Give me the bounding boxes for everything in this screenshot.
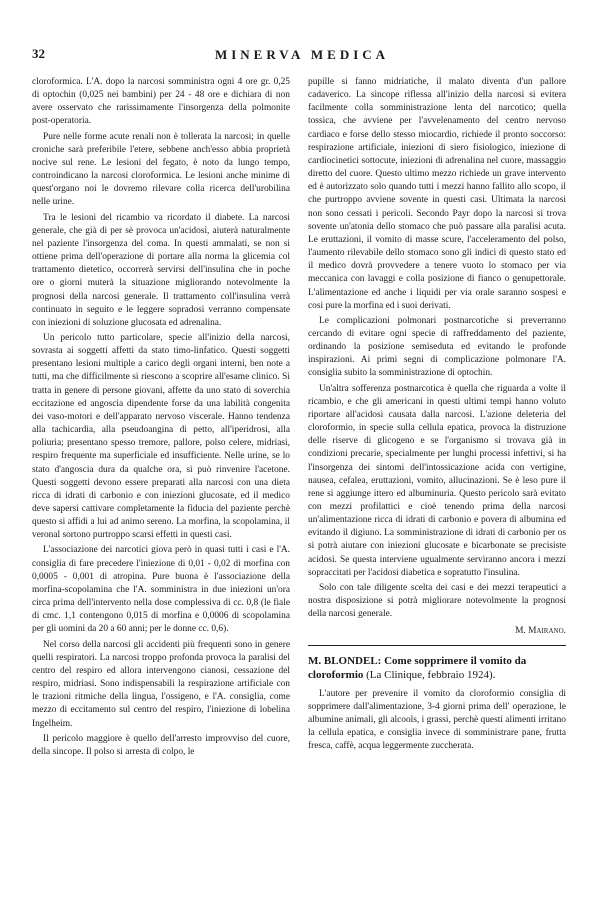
- paragraph: Il pericolo maggiore è quello dell'arresto improvviso del cuore, della sincope. Il polso si arresta di colpo, le: [32, 733, 290, 757]
- paragraph: Solo con tale diligente scelta dei casi e dei mezzi terapeutici a nostra disposizione si potrà migliorare notevolmente la prognosi della narcosi generale.: [308, 582, 566, 620]
- page-number: 32: [32, 46, 45, 61]
- left-column: [32, 76, 290, 761]
- paragraph: Le complicazioni polmonari postnarcotiche si preverranno cercando di evitare ogni specie di raffreddamento del paziente, ordinando la posizione semiseduta ed evitando le profonde inspirazioni. Ai primi segni di complicazione polmonare l'A. consiglia subito la somministrazione di optochin.: [308, 315, 566, 379]
- paragraph: pupille si fanno midriatiche, il malato diventa d'un pallore cadaverico. La sincope riflessa all'inizio della narcosi si evitera facilmente colla somministrazione lenta del narcotico; quella tossica, che avviene per l'avvelenamento del centro nervoso cardiaco e forse dello stesso miocardio, richiede il pronto soccorso: respirazione artificiale, iniezioni di siero fisiologico, iniezione di cardiocinetici sottocute, iniezioni di adrenalina nel cuore, massaggio diretto del cuore. Questo ultimo mezzo richiede un grave intervento ed è autorizzato solo quando tutti i mezzi hanno fallito allo scopo, il che purtroppo avviene sovente in questi casi. Ultimata la narcosi non sono cessati i pericoli. Secondo Payr dopo la narcosi si trova sovente un'atonia dello stomaco che può passare alla paralisi acuta. Le eruttazioni, il vomito di masse scure, l'acceleramento del polso, l'aumento rilevabile dello stomaco sono gli indici di questo stato ed il medico dovrà provvedere a tenere vuoto lo stomaco per via meccanica con lavaggi e colla posizione di fianco o genupettorale. L'alimentazione ed anche i liquidi per via orale saranno sospesi e cosi pure la morfina ed i suoi derivati.: [308, 77, 566, 311]
- paragraph: Un pericolo tutto particolare, specie all'inizio della narcosi, sovrasta ai soggetti affetti da stato timo-linfatico. Questi soggetti presentano lesioni multiple a carico degli organi interni, ben note a tutti, ma che difficilmente si riescono a scoprire all'esame clinico. Si tratta in genere di persone giovani, affette da uno stato di soverchia eccitazione ed angoscia dipendente forse da una labilità congenita dei vaso-motori e dell'apparato nervoso viscerale. Hanno tendenza alla tachicardia, alla pseudoangina di petto, all'iperidrosi, alla poliuria; presentano spesso tremore, pallore, polso celere, midriasi, respiro frequente ma superficiale ed insufficiente. Nelle urine, se lo stato d'angoscia dura da qualche ora, si può rinvenire l'acetone. Questi soggetti devono essere preparati alla narcosi con una dieta ricca di idrati di carbonio e con iniezioni glucosate, ed il medico deve sapersi cattivare completamente la fiducia del paziente perchè questo si affidi a lui ad animo sereno. La morfina, la scopolamina, il veronal sortono purtroppo scarsi effetti in questi casi.: [32, 332, 290, 541]
- article-heading: [308, 654, 566, 682]
- paragraph: Un'altra sofferenza postnarcotica è quella che riguarda a volte il ricambio, e che gli americani in questi ultimi tempi hanno voluto riportare all'acidosi causata dalla narcosi. L'azione deleteria del cloroformio, in specie sulla cellula epatica, provoca la distruzione delle riserve di glicogeno e se l'organismo si trovava già in condizioni precarie, specialmente per lunghi processi infettivi, si ha l'insorgenza dei sintomi dell'intossicazione acida con vertigine, nausea, cefalea, eruttazioni, vomito, allucinazioni. Se è leso pure il rene si aggiunge ittero ed albuminuria. Questo pericolo sarà evitato con mezzi profilattici e cioè tenendo prima della narcosi un'alimentazione ricca di idrati di carbonio e povera di albumina ed evitando il digiuno. La somministrazione di idrati di carbonio per os si potrà aiutare con iniezioni glucosate e bicarbonate se precisiste acidosi. Se questa interviene ugualmente serviranno ancora i mezzi sopraccitati per l'acidosi diabetica e sopratutto l'insulina.: [308, 383, 566, 578]
- paragraph: L'autore per prevenire il vomito da cloroformio consiglia di sopprimere dall'alimentazione, 3-4 giorni prima dell' operazione, le albumine animali, gli alcools, i grassi, perchè questi alimenti irritano la cellula epatica, e consiglia invece di somministrare pane, frutta fresca, caffè, acqua leggermente zuccherata.: [308, 688, 566, 752]
- author-signature: M. Mairano.: [515, 626, 566, 637]
- journal-title: MINERVA MEDICA: [214, 47, 390, 62]
- right-column: [308, 76, 566, 755]
- article-title: M. BLONDEL: Come sopprimere il vomito da cloroformio: [308, 654, 527, 681]
- paragraph: cloroformica. L'A. dopo la narcosi somministra ogni 4 ore gr. 0,25 di optochin (0,025 nei bambini) per 24 - 48 ore e dichiara di non avere osservato che rarissimamente l'insorgenza della polmonite post-operatoria.: [32, 77, 290, 127]
- page-header: [32, 46, 572, 66]
- paragraph: Tra le lesioni del ricambio va ricordato il diabete. La narcosi generale, che già di per sè provoca un'acidosi, aiuterà naturalmente nel paziente l'insorgenza del coma. In questi ammalati, se non si ottiene prima dell'operazione di portare alla norma la glicemia col trattamento dietetico, occorrerà servirsi dell'insulina che in poche ore o giorni muterà la situazione migliorando notevolmente la prognosi della narcosi generale. Il trattamento coll'insulina verrà continuato in seguito e le leggere sopradosi verranno compensate con iniezioni di soluzione glucosata ed adrenalina.: [32, 212, 290, 328]
- divider: [308, 645, 566, 646]
- paragraph: Pure nelle forme acute renali non è tollerata la narcosi; in quelle croniche sarà preferibile l'etere, sebbene anch'esso abbia proprietà nocive sul rene. Le lesioni del fegato, è noto da lungo tempo, controindicano la narcosi cloroformica. Le lesioni anche minime di quest'organo noi le dovremo rilevare colla ricerca dell'urobilina nelle urine.: [32, 131, 290, 208]
- article-source: (La Clinique, febbraio 1924).: [366, 668, 496, 681]
- paragraph: L'associazione dei narcotici giova però in quasi tutti i casi e l'A. consiglia di fare precedere l'iniezione di 0,01 - 0,02 di morfina con 0,0005 - 0,001 di atropina. Pure buona è l'associazione della morfina-scopolamina che l'A. somministra in due iniezioni un'ora circa prima dell'intervento nella dose complessiva di cc. 0,8 (le fiale di cmc. 1,1 contengono 0,015 di morfina e 0,0006 di scopolamina per gli uomini da 20 a 60 anni; per le donne cc. 0,6).: [32, 545, 290, 635]
- paragraph: Nel corso della narcosi gli accidenti più frequenti sono in genere quelli respiratori. La narcosi troppo profonda provoca la paralisi del centro del respiro ed allora intervengono cianosi, cessazione del respiro, midriasi. Sono indispensabili la respirazione artificiale con le trazioni ritmiche della lingua, l'ossigeno, e l'A. consiglia, come mezzo di eccitamento sul centro del respiro, l'iniezione di lobelina Ingelheim.: [32, 639, 290, 729]
